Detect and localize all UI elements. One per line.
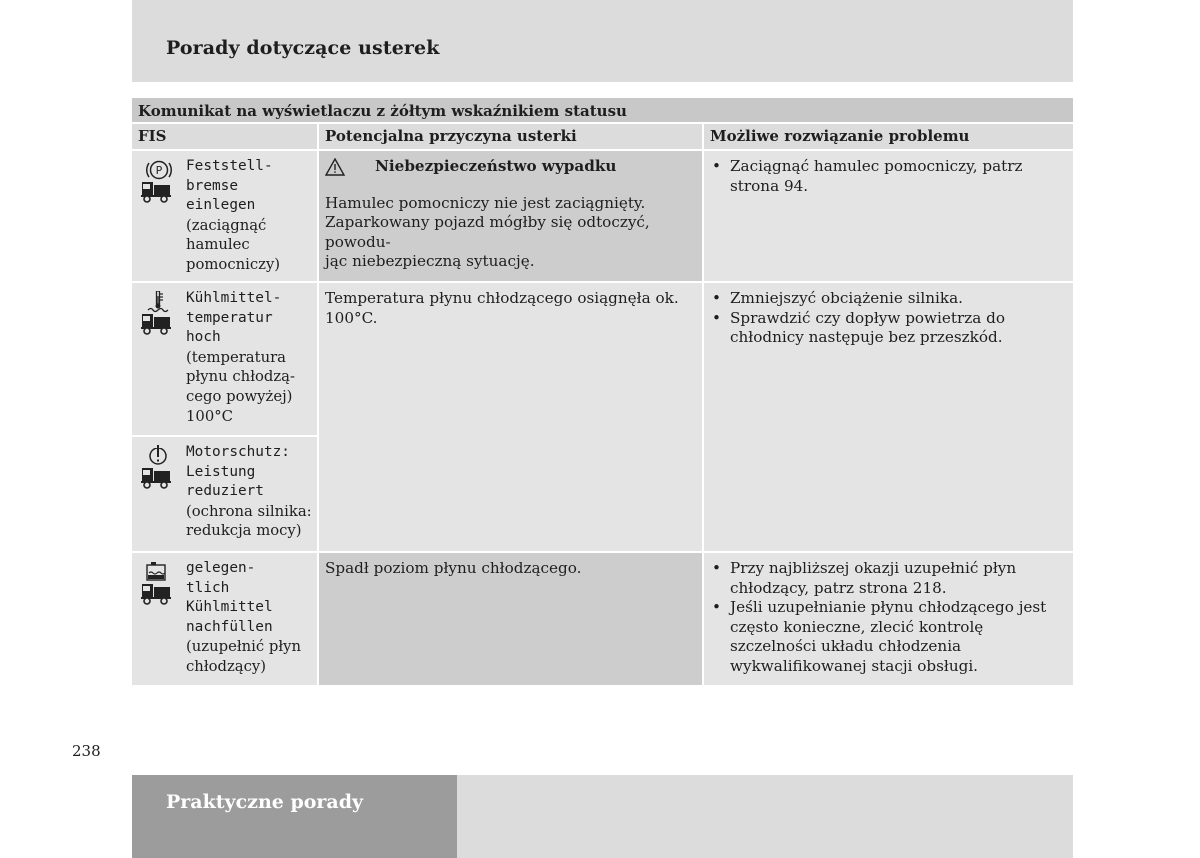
cause-text <box>325 194 696 272</box>
header-band <box>132 0 1073 82</box>
solution-list <box>712 559 1065 677</box>
cause-cell-parking-brake <box>319 151 704 283</box>
fis-icons <box>140 559 186 675</box>
warning-heading <box>325 157 696 177</box>
footer-band <box>457 775 1073 858</box>
fis-message <box>186 289 295 425</box>
fis-message-pl-line: hamulec <box>186 236 250 254</box>
cause-line: Temperatura płynu chłodzącego osiągnęła ok. 100°C. <box>325 289 679 327</box>
solution-cell-coolant-temperature <box>704 283 1073 553</box>
solution-item: • Zmniejszyć obciążenie silnika. <box>712 289 1065 309</box>
fis-message-pl-line: pomocniczy) <box>186 255 281 273</box>
column-header-cause: Potencjalna przyczyna usterki <box>319 124 704 151</box>
solution-cell-coolant-level <box>704 553 1073 685</box>
fis-message-de-line: reduziert <box>186 483 264 500</box>
solution-list <box>712 289 1065 348</box>
fis-message-de-line: Kühlmittel <box>186 599 273 616</box>
fis-message-pl-line: (zaciągnąć <box>186 216 267 234</box>
fis-message-de-line: nachfüllen <box>186 618 273 635</box>
coolant-temperature-icon <box>146 291 170 313</box>
fis-cell-engine-protection <box>132 437 319 553</box>
svg-text:P: P <box>155 164 163 177</box>
warning-label: Niebezpieczeństwo wypadku <box>375 157 617 175</box>
fis-message-pl-line: (uzupełnić płyn <box>186 638 302 656</box>
column-header-fis: FIS <box>132 124 319 151</box>
fis-message <box>186 559 301 675</box>
truck-icon <box>140 313 174 335</box>
fault-table <box>132 98 1073 685</box>
fis-message-de-line: Leistung <box>186 463 256 480</box>
engine-protection-icon <box>146 445 170 467</box>
fis-icons <box>140 157 186 271</box>
fis-message-de-line: Motorschutz: <box>186 444 290 460</box>
cause-line: Zaparkowany pojazd mógłby się odtoczyć, powodu- <box>325 213 650 251</box>
solution-cell-parking-brake <box>704 151 1073 283</box>
warning-triangle-icon <box>325 158 355 176</box>
page-number: 238 <box>72 742 101 760</box>
fis-message-pl-line: 100°C <box>186 407 233 425</box>
cause-line: jąc niebezpieczną sytuację. <box>325 252 535 271</box>
truck-icon <box>140 181 174 203</box>
fis-message-pl-line: płynu chłodzą- <box>186 368 296 386</box>
fis-message-de-line: gelegen- <box>186 560 256 576</box>
fis-message-de-line: Kühlmittel- <box>186 290 282 306</box>
footer-section-tab <box>132 775 457 858</box>
fis-message-pl-line: (ochrona silnika: <box>186 502 312 520</box>
footer-section-title: Praktyczne porady <box>166 791 364 813</box>
fis-message-de-line: tlich <box>186 579 230 596</box>
cause-line: Spadł poziom płynu chłodzącego. <box>325 559 582 577</box>
fis-message-de-line: hoch <box>186 329 221 346</box>
fis-icons <box>140 289 186 425</box>
fis-message-pl-line: cego powyżej) <box>186 387 293 405</box>
solution-item: • Sprawdzić czy dopływ powietrza do chłodnicy następuje bez przeszkód. <box>712 309 1065 348</box>
fis-message <box>186 443 312 541</box>
fis-message-pl-line: chłodzący) <box>186 657 267 675</box>
fis-icons <box>140 443 186 541</box>
fis-message <box>186 157 280 271</box>
truck-icon <box>140 583 174 605</box>
solution-item: • Zaciągnąć hamulec pomocniczy, patrz strona 94. <box>712 157 1065 196</box>
fis-message-pl-line: redukcja mocy) <box>186 522 302 540</box>
solution-item: • Jeśli uzupełnianie płynu chłodzącego jest często konieczne, zlecić kontrolę szczelności układu chłodzenia wykwalifikowanej stacji obsługi. <box>712 598 1065 676</box>
fis-cell-coolant-level <box>132 553 319 685</box>
cause-cell-coolant-level <box>319 553 704 685</box>
parking-brake-icon <box>144 159 174 181</box>
fis-message-de-line: Feststell- <box>186 158 273 174</box>
fis-cell-parking-brake <box>132 151 319 283</box>
page-title: Porady dotyczące usterek <box>166 37 440 59</box>
solution-item: • Przy najbliższej okazji uzupełnić płyn chłodzący, patrz strona 218. <box>712 559 1065 598</box>
fis-message-de-line: bremse <box>186 177 238 194</box>
truck-icon <box>140 467 174 489</box>
fis-message-pl-line: (temperatura <box>186 348 287 366</box>
cause-line: Hamulec pomocniczy nie jest zaciągnięty. <box>325 193 646 212</box>
fis-cell-coolant-temperature <box>132 283 319 437</box>
solution-list <box>712 157 1065 196</box>
table-caption: Komunikat na wyświetlaczu z żółtym wskaźnikiem statusu <box>132 98 1073 124</box>
fis-message-de-line: temperatur <box>186 309 273 326</box>
coolant-level-icon <box>144 561 170 583</box>
column-header-solution: Możliwe rozwiązanie problemu <box>704 124 1073 151</box>
cause-cell-coolant-temperature <box>319 283 704 553</box>
fis-message-de-line: einlegen <box>186 197 256 214</box>
